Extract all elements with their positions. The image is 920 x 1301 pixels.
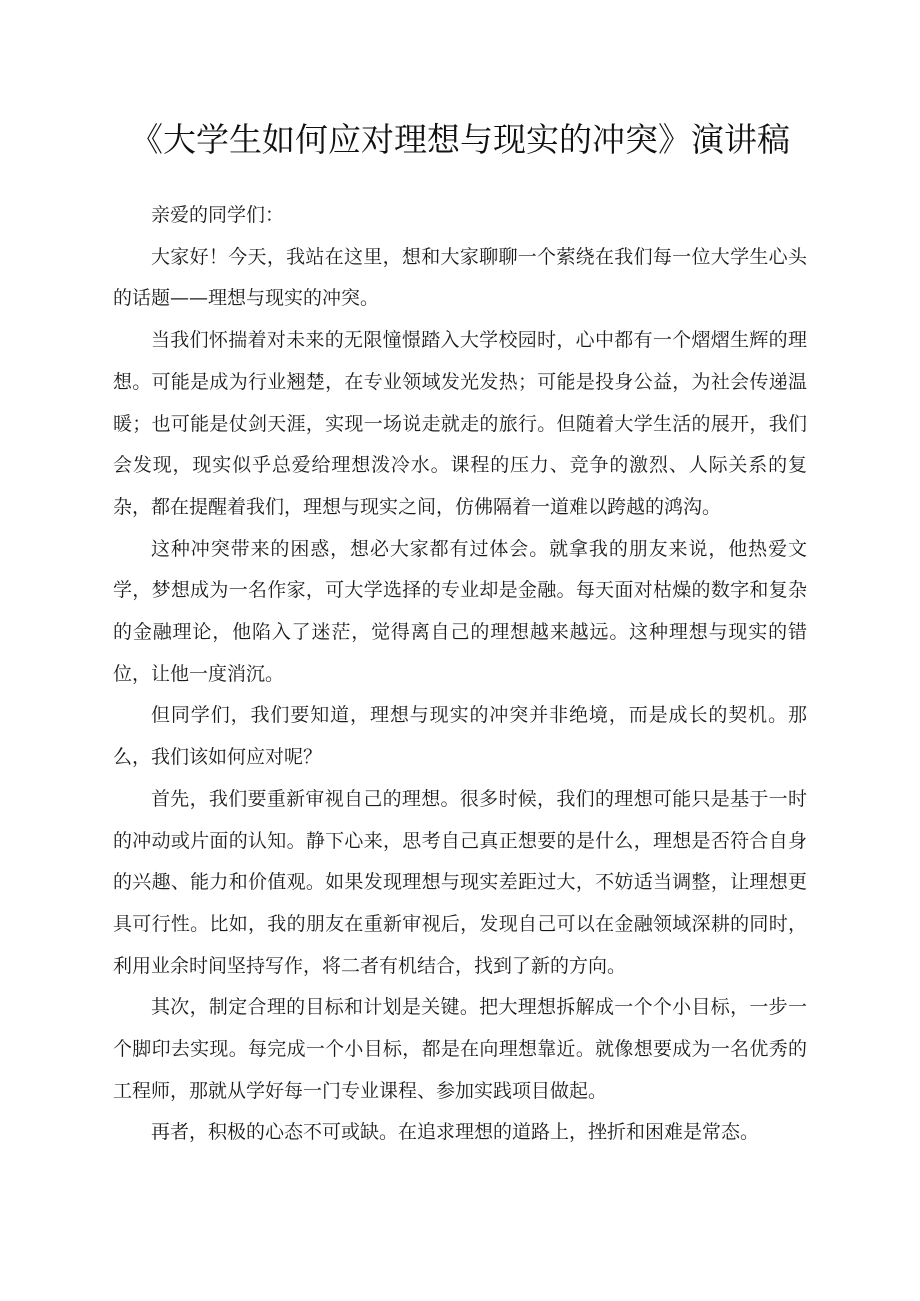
paragraph-greeting: 大家好！今天，我站在这里，想和大家聊聊一个萦绕在我们每一位大学生心头的话题——理想与现实的冲突。: [113, 245, 807, 310]
paragraph-first-point: 首先，我们要重新审视自己的理想。很多时候，我们的理想可能只是基于一时的冲动或片面的认知。静下心来，思考自己真正想要的是什么，理想是否符合自身的兴趣、能力和价值观。如果发现理想与现实差距过大，不妨适当调整，让理想更具可行性。比如，我的朋友在重新审视后，发现自己可以在金融领域深耕的同时，利用业余时间坚持写作，将二者有机结合，找到了新的方向。: [113, 787, 807, 977]
paragraph-ideals: 当我们怀揣着对未来的无限憧憬踏入大学校园时，心中都有一个熠熠生辉的理想。可能是成为行业翘楚，在专业领域发光发热；可能是投身公益，为社会传递温暖；也可能是仗剑天涯，实现一场说走就走的旅行。但随着大学生活的展开，我们会发现，现实似乎总爱给理想泼冷水。课程的压力、竞争的激烈、人际关系的复杂，都在提醒着我们，理想与现实之间，仿佛隔着一道难以跨越的鸿沟。: [113, 329, 807, 518]
document-body: [113, 195, 807, 1154]
paragraph-second-point: 其次，制定合理的目标和计划是关键。把大理想拆解成一个个小目标，一步一个脚印去实现。每完成一个小目标，都是在向理想靠近。就像想要成为一名优秀的工程师，那就从学好每一门专业课程、参加实践项目做起。: [113, 996, 807, 1102]
paragraph-question: 但同学们，我们要知道，理想与现实的冲突并非绝境，而是成长的契机。那么，我们该如何应对呢？: [113, 704, 807, 769]
paragraph-third-point: 再者，积极的心态不可或缺。在追求理想的道路上，挫折和困难是常态。: [151, 1121, 760, 1144]
paragraph-friend-story: 这种冲突带来的困惑，想必大家都有过体会。就拿我的朋友来说，他热爱文学，梦想成为一名作家，可大学选择的专业却是金融。每天面对枯燥的数字和复杂的金融理论，他陷入了迷茫，觉得离自己的理想越来越远。这种理想与现实的错位，让他一度消沉。: [113, 537, 807, 685]
document-title: 《大学生如何应对理想与现实的冲突》演讲稿: [130, 120, 790, 159]
paragraph-salutation: 亲爱的同学们：: [151, 204, 285, 226]
